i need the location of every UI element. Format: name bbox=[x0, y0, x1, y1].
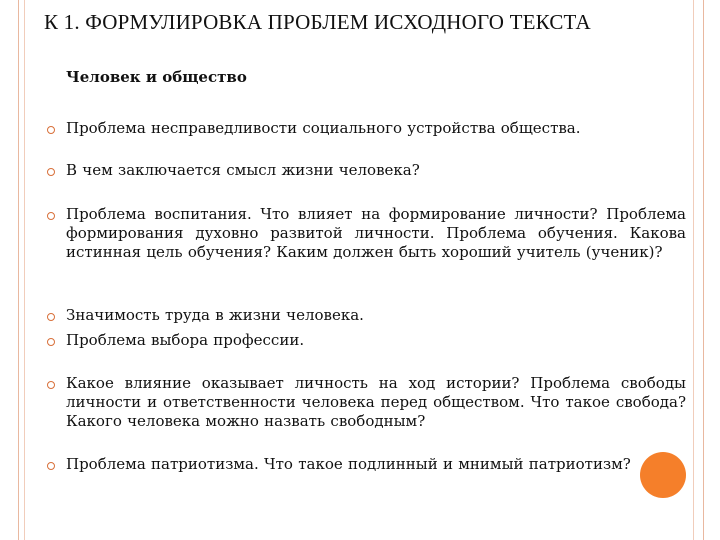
bullet-icon bbox=[47, 338, 55, 346]
bullet-icon bbox=[47, 462, 55, 470]
list-item: Проблема выбора профессии. bbox=[66, 331, 305, 349]
bullet-icon bbox=[47, 168, 55, 176]
section-subtitle: Человек и общество bbox=[66, 68, 247, 86]
slide-title: К 1. ФОРМУЛИРОВКА ПРОБЛЕМ ИСХОДНОГО ТЕКСТА bbox=[44, 10, 591, 34]
orange-circle-decoration bbox=[640, 452, 686, 498]
list-item: Значимость труда в жизни человека. bbox=[66, 306, 364, 324]
list-item: Проблема несправедливости социального устройства общества. bbox=[66, 119, 581, 137]
list-item: Проблема воспитания. Что влияет на формирование личности? Проблема формирования духовно развитой личности. Проблема обучения. Какова истинная цель обучения? Каким должен быть хороший учитель (ученик)? bbox=[66, 205, 686, 261]
bullet-icon bbox=[47, 212, 55, 220]
bullet-icon bbox=[47, 126, 55, 134]
list-item: Какое влияние оказывает личность на ход истории? Проблема свободы личности и ответственности человека перед обществом. Что такое свобода? Какого человека можно назвать свободным? bbox=[66, 374, 686, 430]
bullet-icon bbox=[47, 313, 55, 321]
list-item: Проблема патриотизма. Что такое подлинный и мнимый патриотизм? bbox=[66, 455, 631, 473]
list-item: В чем заключается смысл жизни человека? bbox=[66, 161, 420, 179]
bullet-icon bbox=[47, 381, 55, 389]
